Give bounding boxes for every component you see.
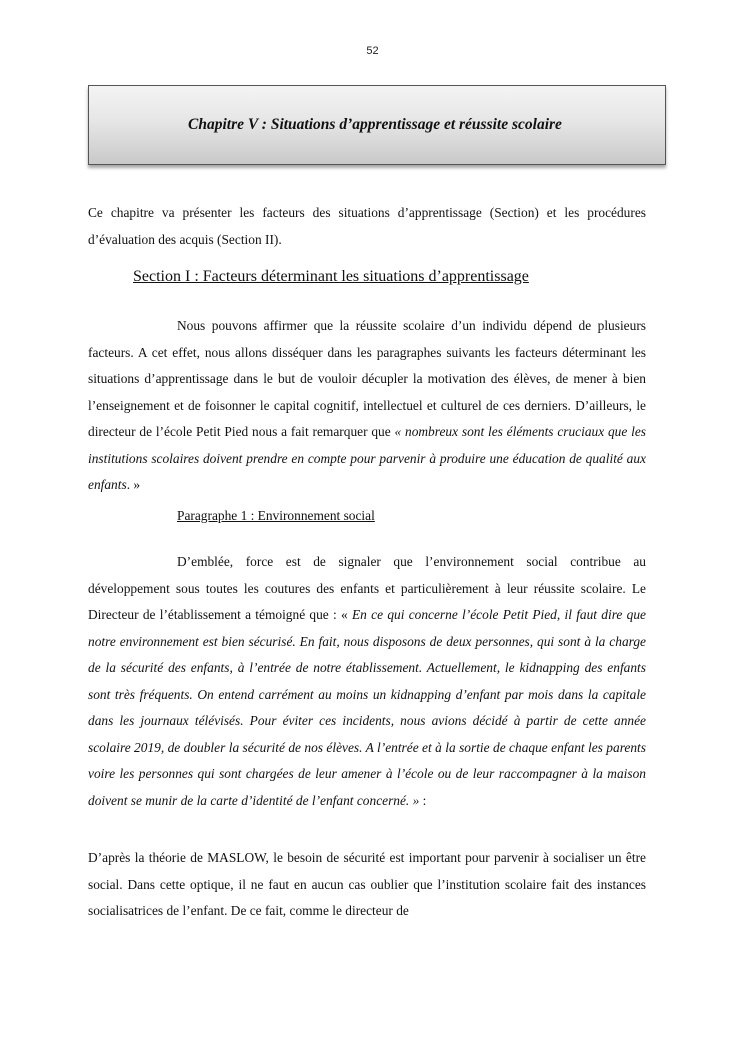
paragraph-heading: Paragraphe 1 : Environnement social	[177, 508, 375, 523]
paragraph-1-quote: « nombreux sont les éléments cruciaux que les institutions scolaires doivent prendre en compte pour parvenir à produire une éducation de qualité aux enfants	[88, 424, 646, 492]
body-paragraph-1	[88, 313, 646, 499]
paragraph-1-text: Nous pouvons affirmer que la réussite scolaire d’un individu dépend de plusieurs facteurs. A cet effet, nous allons disséquer dans les paragraphes suivants les facteurs déterminant les situations d’apprentissage dans le but de vouloir décupler la motivation des élèves, de mener à bien l’enseignement et de foisonner le capital cognitif, intellectuel et culturel de ces derniers. D’ailleurs, le directeur de l’école Petit Pied nous a fait remarquer que	[88, 318, 646, 439]
page-number: 52	[366, 45, 379, 57]
body-paragraph-2	[88, 549, 646, 814]
chapter-title-box	[88, 85, 666, 165]
intro-paragraph: Ce chapitre va présenter les facteurs des situations d’apprentissage (Section) et les procédures d’évaluation des acquis (Section II).	[88, 205, 646, 247]
paragraph-2-end: :	[419, 792, 427, 808]
paragraph-1-end: . »	[126, 477, 141, 492]
body-paragraph-3: D’après la théorie de MASLOW, le besoin de sécurité est important pour parvenir à socialiser un être social. Dans cette optique, il ne faut en aucun cas oublier que l’institution scolaire fait des instances socialisatrices de l’enfant. De ce fait, comme le directeur de	[88, 850, 646, 918]
paragraph-2-text: D’emblée, force est de signaler que l’environnement social contribue au développement sous toutes les coutures des enfants et particulièrement à leur réussite scolaire. Le Directeur de l’établissement a témoigné que : «	[88, 554, 646, 622]
paragraph-2-quote: En ce qui concerne l’école Petit Pied, il faut dire que notre environnement est bien sécurisé. En fait, nous disposons de deux personnes, qui sont à la charge de la sécurité des enfants, à l’entrée de notre établissement. Actuellement, le kidnapping des enfants sont très fréquents. On entend carrément au moins un kidnapping d’enfant par mois dans la capitale dans les journaux télévisés. Pour éviter ces incidents, nous avions décidé à partir de cette année scolaire 2019, de doubler la sécurité de nos élèves. A l’entrée et à la sortie de chaque enfant les parents voire les personnes qui sont chargées de leur amener à l’école ou de leur raccompagner à la maison doivent se munir de la carte d’identité de l’enfant concerné. »	[88, 607, 646, 808]
section-title: Section I : Facteurs déterminant les situations d’apprentissage	[133, 268, 529, 285]
chapter-title: Chapitre V : Situations d’apprentissage et réussite scolaire	[188, 116, 562, 133]
